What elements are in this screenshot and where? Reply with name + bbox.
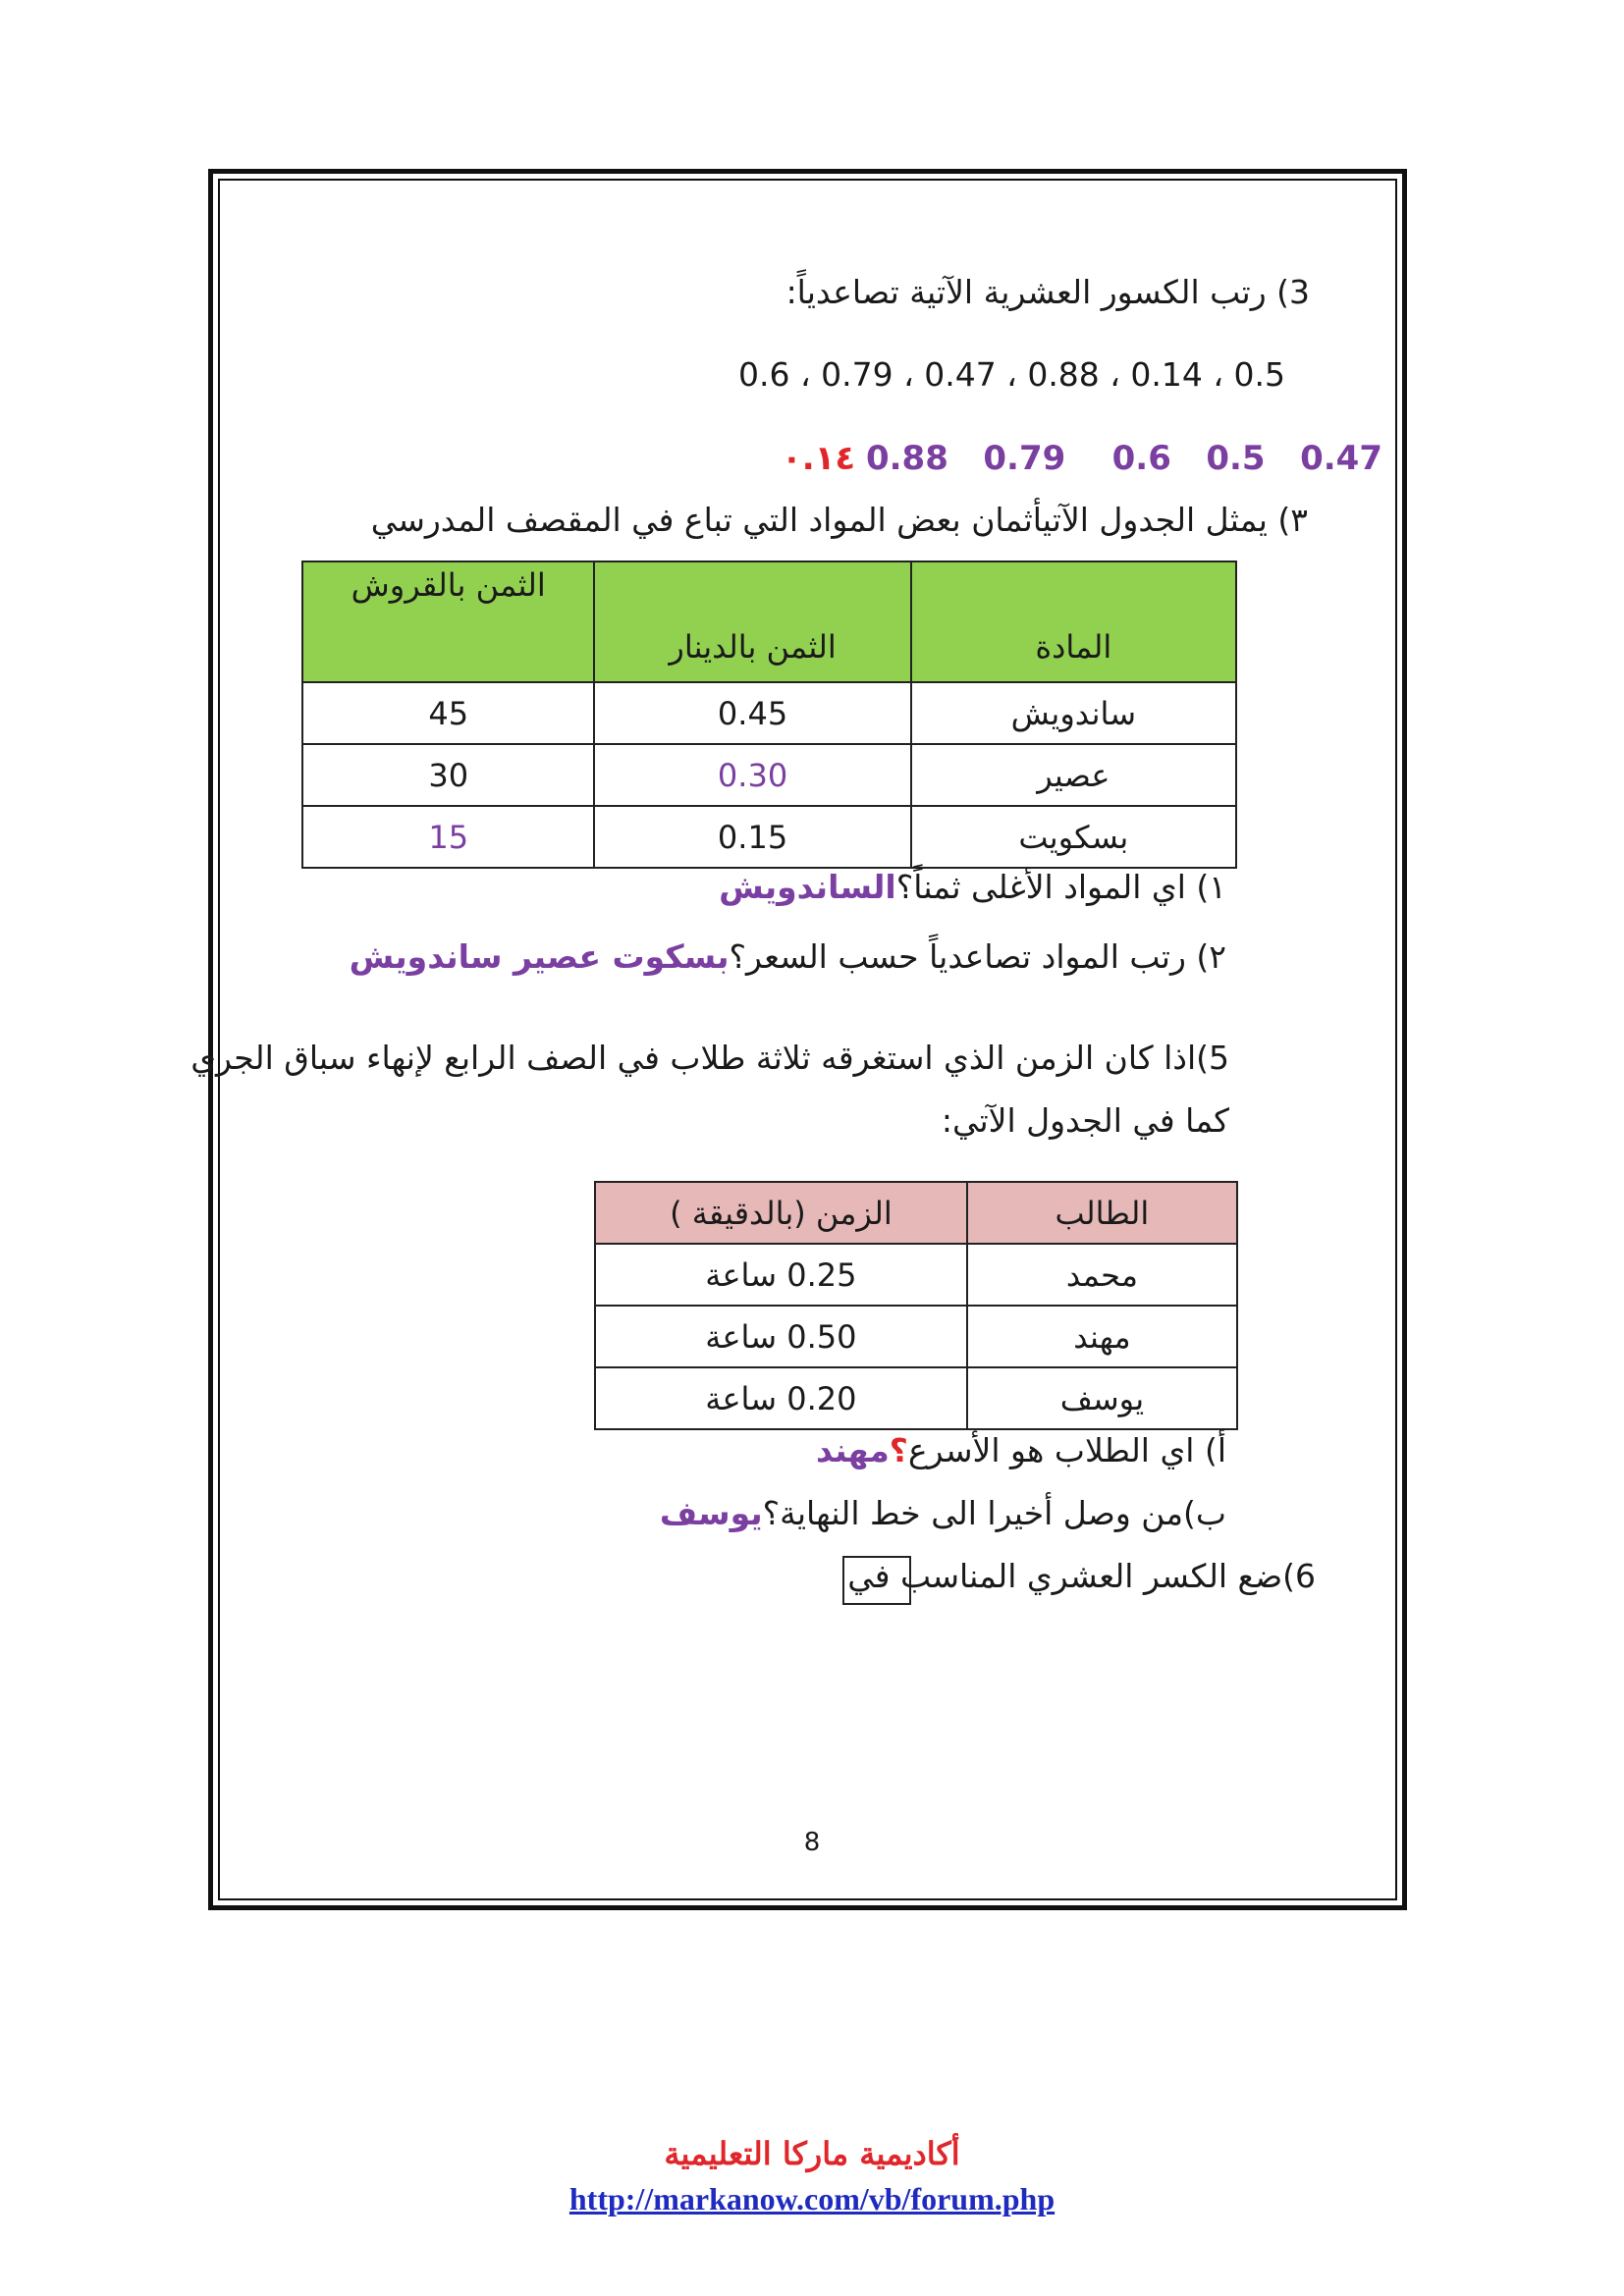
q3b-sub2 — [350, 937, 1226, 976]
table-row — [595, 1244, 1237, 1306]
q5-subB — [660, 1494, 1226, 1532]
q3-answer — [782, 439, 1382, 478]
q5-subA — [816, 1431, 1226, 1469]
footer-link[interactable]: http://markanow.com/vb/forum.php — [568, 2181, 1056, 2216]
cell-dinar: 0.45 — [594, 682, 910, 744]
q3-prompt: 3) رتب الكسور العشرية الآتية تصاعدياً: — [785, 273, 1310, 311]
cell-item: ساندويش — [911, 682, 1236, 744]
q3-answer-red: ٠.١٤ — [782, 439, 856, 478]
cell-piasters: 30 — [302, 744, 594, 806]
header-time: الزمن (بالدقيقة ) — [595, 1182, 967, 1244]
q6-prompt: 6)ضع الكسر العشري المناسب في — [847, 1557, 1316, 1595]
canteen-table — [301, 561, 1237, 869]
race-table — [594, 1181, 1238, 1430]
cell-student: مهند — [967, 1306, 1237, 1367]
sub1-prompt: ١) اي المواد الأغلى ثمناً؟ — [895, 868, 1226, 906]
sub1-answer: الساندويش — [719, 868, 896, 906]
answer-box[interactable] — [842, 1556, 911, 1605]
sub2-answer: بسكوت عصير ساندويش — [349, 937, 730, 976]
cell-time: 0.25 ساعة — [595, 1244, 967, 1306]
cell-dinar: 0.30 — [594, 744, 910, 806]
sub2-prompt: ٢) رتب المواد تصاعدياً حسب السعر؟ — [729, 937, 1226, 976]
cell-item: بسكويت — [911, 806, 1236, 868]
header-piasters: الثمن بالقروش — [302, 561, 594, 682]
cell-student: يوسف — [967, 1367, 1237, 1429]
q3-numbers: 0.6 ، 0.79 ، 0.47 ، 0.88 ، 0.14 ، 0.5 — [738, 355, 1286, 394]
table-row — [595, 1306, 1237, 1367]
subB-prompt: ب)من وصل أخيرا الى خط النهاية؟ — [762, 1494, 1226, 1532]
cell-time: 0.20 ساعة — [595, 1367, 967, 1429]
cell-dinar: 0.15 — [594, 806, 910, 868]
q3b-sub1 — [719, 868, 1226, 906]
header-student: الطالب — [967, 1182, 1237, 1244]
header-dinar: الثمن بالدينار — [594, 561, 910, 682]
q5-prompt-line1: 5)اذا كان الزمن الذي استغرقه ثلاثة طلاب في الصف الرابع لإنهاء سباق الجري — [190, 1039, 1229, 1077]
q3b-prompt: ٣) يمثل الجدول الآتيأثمان بعض المواد التي تباع في المقصف المدرسي — [370, 501, 1308, 539]
subA-mark: ؟ — [889, 1431, 908, 1469]
cell-piasters: 15 — [302, 806, 594, 868]
page-number: 8 — [803, 1828, 821, 1857]
q3-answer-purple: 0.88 0.79 0.6 0.5 0.47 — [865, 439, 1382, 478]
header-item: المادة — [911, 561, 1236, 682]
table-row — [302, 682, 1236, 744]
subA-prompt: أ) اي الطلاب هو الأسرع — [907, 1431, 1226, 1469]
table-row — [595, 1367, 1237, 1429]
cell-time: 0.50 ساعة — [595, 1306, 967, 1367]
q5-prompt-line2: كما في الجدول الآتي: — [941, 1101, 1229, 1140]
cell-student: محمد — [967, 1244, 1237, 1306]
table-row — [302, 744, 1236, 806]
cell-item: عصير — [911, 744, 1236, 806]
subA-answer: مهند — [816, 1431, 890, 1469]
footer-academy: أكاديمية ماركا التعليمية — [664, 2135, 960, 2172]
table-row — [302, 806, 1236, 868]
subB-answer: يوسف — [659, 1494, 763, 1532]
cell-piasters: 45 — [302, 682, 594, 744]
